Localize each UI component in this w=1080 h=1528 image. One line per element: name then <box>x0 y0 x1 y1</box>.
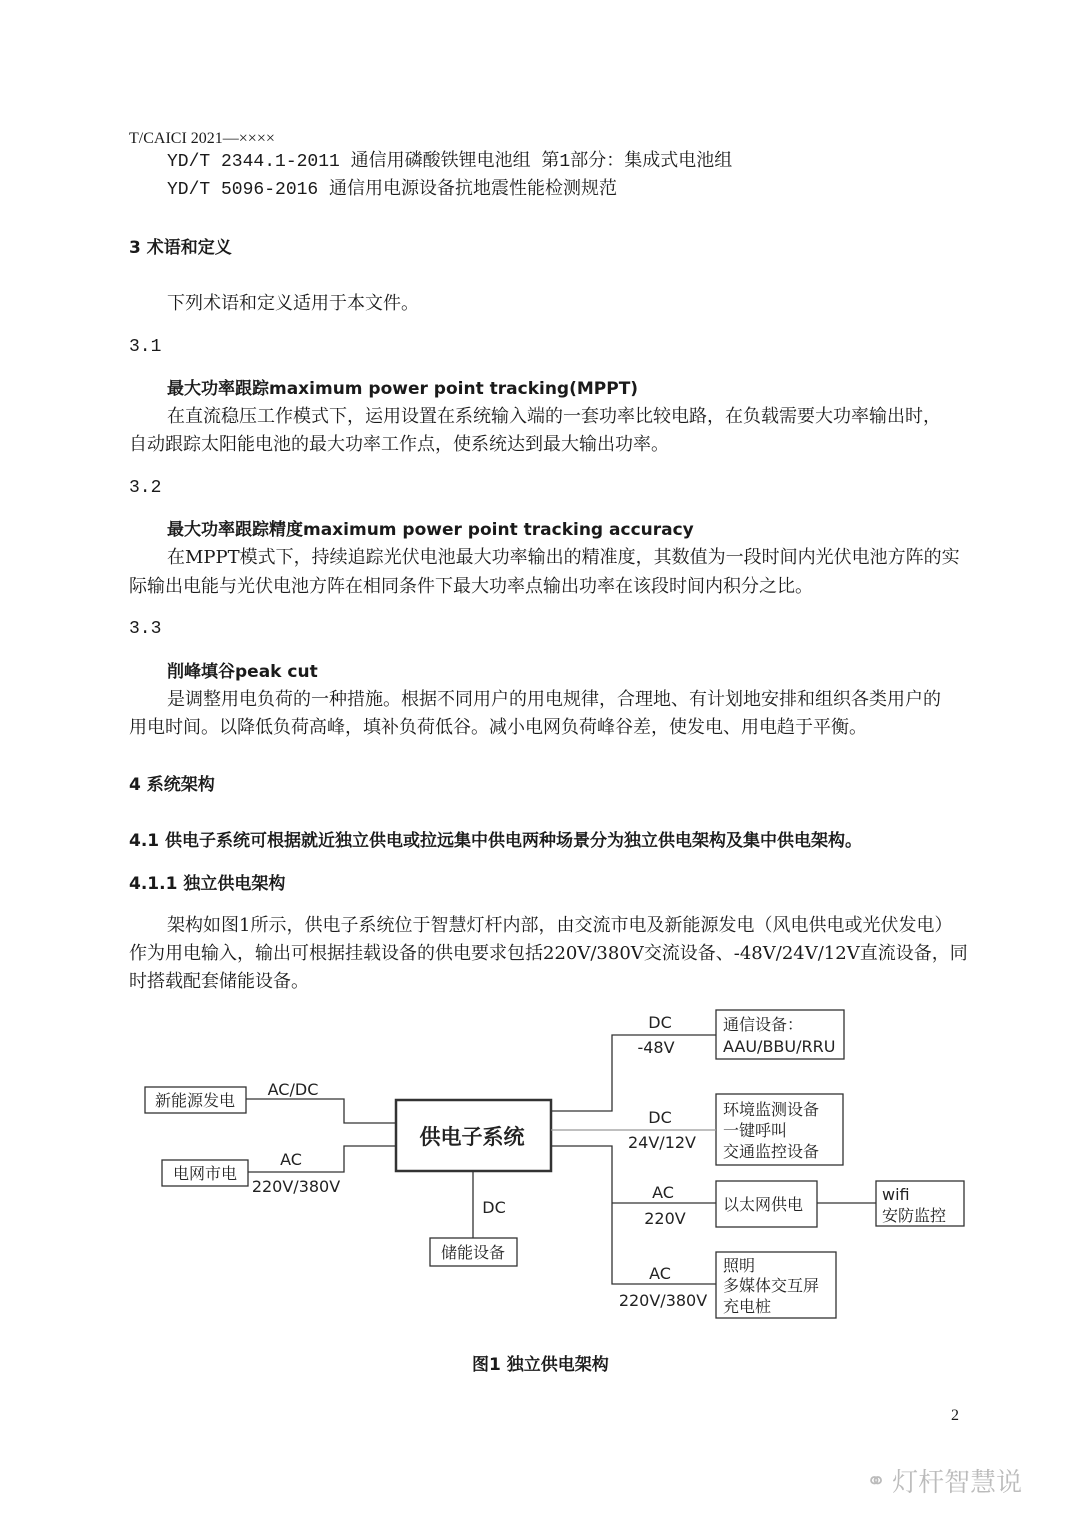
box-text: wifi <box>882 1185 910 1204</box>
line-label: DC <box>482 1198 506 1217</box>
box-text: 多媒体交互屏 <box>723 1276 820 1295</box>
watermark <box>866 1462 1022 1499</box>
line-label: AC <box>280 1150 302 1169</box>
section-4-heading: 4 系统架构 <box>129 775 215 795</box>
section-3-heading: 3 术语和定义 <box>129 238 232 258</box>
paragraph-line: 在MPPT模式下，持续追踪光伏电池最大功率输出的精准度，其数值为一段时间内光伏电池方阵的实 <box>167 547 960 568</box>
box-text: 一键呼叫 <box>723 1121 788 1140</box>
box-text: AAU/BBU/RRU <box>723 1037 836 1056</box>
wechat-icon: ⚭ <box>866 1466 887 1495</box>
figure-caption: 图1 独立供电架构 <box>472 1355 609 1375</box>
box-text: 充电桩 <box>723 1297 772 1316</box>
paragraph-line: 用电时间。以降低负荷高峰，填补负荷低谷。减小电网负荷峰谷差，使发电、用电趋于平衡。 <box>129 717 867 738</box>
doc-header: T/CAICI 2021—×××× <box>129 130 275 147</box>
paragraph-line: 在直流稳压工作模式下，运用设置在系统输入端的一套功率比较电路，在负载需要大功率输出时， <box>167 406 941 427</box>
renewable-label: 新能源发电 <box>154 1091 236 1110</box>
watermark-text: 灯杆智慧说 <box>892 1468 1023 1498</box>
line-label: DC <box>648 1013 672 1032</box>
reference: YD/T 5096-2016 通信用电源设备抗地震性能检测规范 <box>167 180 618 200</box>
line-label: 24V/12V <box>628 1133 696 1152</box>
grid-label: 电网市电 <box>172 1164 238 1183</box>
paragraph: 下列术语和定义适用于本文件。 <box>167 293 419 314</box>
line-label: 220V/380V <box>251 1177 341 1196</box>
term-number: 3.2 <box>129 478 162 498</box>
line-label: 220V/380V <box>618 1291 708 1310</box>
box-text: 交通监控设备 <box>723 1142 820 1161</box>
box-text: 通信设备： <box>723 1015 804 1034</box>
reference: YD/T 2344.1-2011 通信用磷酸铁锂电池组 第1部分：集成式电池组 <box>167 152 733 172</box>
term-number: 3.1 <box>129 337 162 357</box>
section-4-1-1-heading: 4.1.1 独立供电架构 <box>129 874 286 894</box>
paragraph-line: 是调整用电负荷的一种措施。根据不同用户的用电规律，合理地、有计划地安排和组织各类用户的 <box>167 689 941 710</box>
paragraph-line: 架构如图1所示，供电子系统位于智慧灯杆内部，由交流市电及新能源发电（风电供电或光伏发电） <box>167 915 953 936</box>
line-label: AC <box>649 1264 671 1283</box>
page-number: 2 <box>951 1407 959 1424</box>
line-label: -48V <box>637 1038 675 1057</box>
box-text: 安防监控 <box>882 1206 947 1225</box>
box-text: 环境监测设备 <box>723 1100 820 1119</box>
term-title: 削峰填谷peak cut <box>167 662 318 682</box>
line-label: AC/DC <box>267 1080 319 1099</box>
storage-label: 储能设备 <box>440 1243 506 1262</box>
box-text: 以太网供电 <box>723 1195 804 1214</box>
line-label: DC <box>648 1108 672 1127</box>
paragraph-line: 际输出电能与光伏电池方阵在相同条件下最大功率点输出功率在该段时间内积分之比。 <box>129 576 813 597</box>
paragraph-line: 时搭载配套储能设备。 <box>129 971 309 992</box>
term-title: 最大功率跟踪精度maximum power point tracking accuracy <box>167 520 694 540</box>
line-label: 220V <box>644 1209 686 1228</box>
paragraph-line: 作为用电输入，输出可根据挂载设备的供电要求包括220V/380V交流设备、-48V/24V/12V直流设备，同 <box>129 943 968 964</box>
paragraph-line: 自动跟踪太阳能电池的最大功率工作点，使系统达到最大输出功率。 <box>129 434 669 455</box>
box-text: 照明 <box>723 1256 756 1275</box>
term-title: 最大功率跟踪maximum power point tracking(MPPT) <box>167 379 639 399</box>
line-label: AC <box>652 1183 674 1202</box>
center-label: 供电子系统 <box>419 1125 525 1149</box>
section-4-1-heading: 4.1 供电子系统可根据就近独立供电或拉远集中供电两种场景分为独立供电架构及集中供电架构。 <box>129 831 863 851</box>
term-number: 3.3 <box>129 619 162 639</box>
